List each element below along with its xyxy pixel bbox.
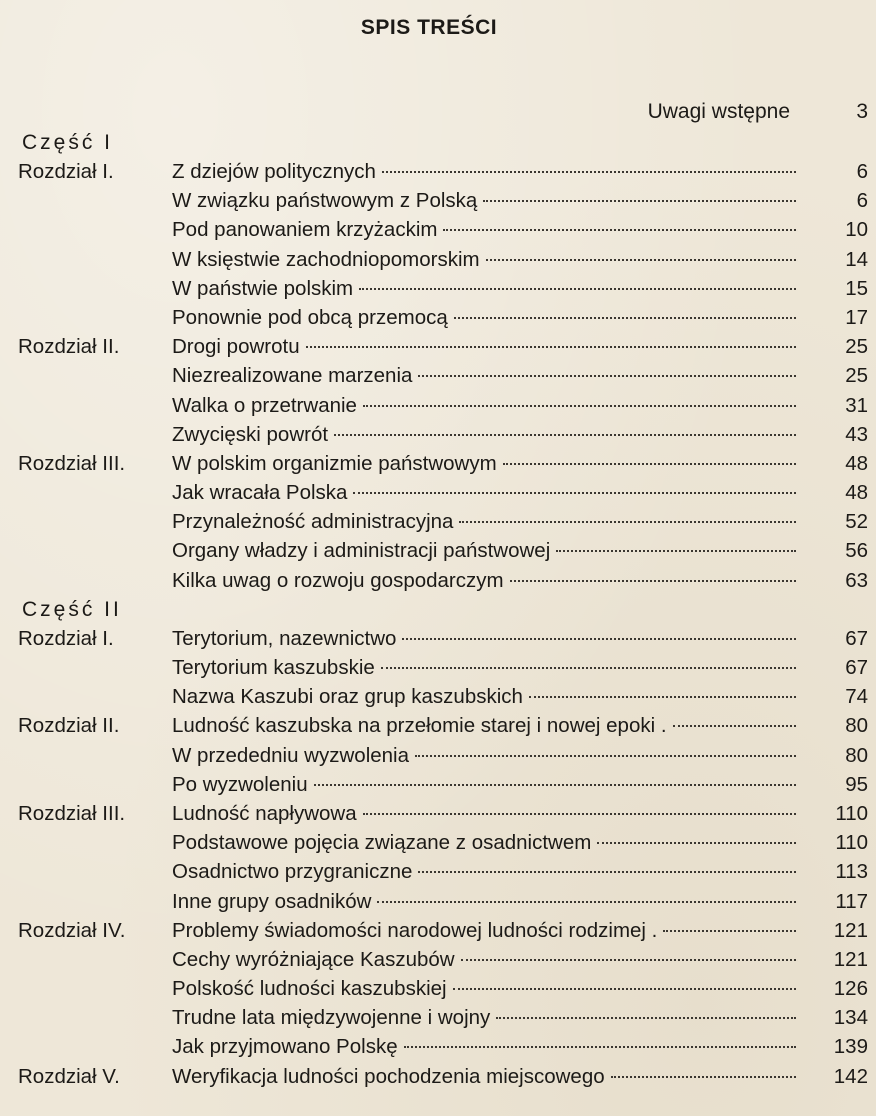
toc-row [0,916,876,945]
entry-link [172,770,796,799]
entry-title: W polskim organizmie państwowym [172,451,497,475]
dot-leader [306,346,796,348]
entry-link [172,974,796,1003]
entry-link [172,653,796,682]
entry-title: W związku państwowym z Polską [172,189,478,213]
entry-title: Ponownie pod obcą przemocą [172,305,448,329]
dot-leader [418,871,796,873]
page-number: 14 [845,247,868,271]
entry-title: Problemy świadomości narodowej ludności rodzimej . [172,918,658,942]
dot-leader [415,755,796,757]
toc-row [0,303,876,332]
entry-link [172,566,796,595]
entry-title: W państwie polskim [172,276,354,300]
toc-row [0,624,876,653]
entry-title: Jak wracała Polska [172,481,348,505]
entry-title: Niezrealizowane marzenia [172,364,413,388]
dot-leader [359,288,796,290]
toc-row [0,857,876,886]
entry-link [172,1003,796,1032]
toc-row [0,974,876,1003]
entry-link [172,799,796,828]
page-number: 139 [833,1035,868,1059]
page-number: 95 [845,772,868,796]
chapter-label: Rozdział III. [18,451,126,475]
entry-link [172,215,796,244]
dot-leader [404,1046,796,1048]
page-number: 25 [845,335,868,359]
page-number: 80 [845,743,868,767]
page-number: 80 [845,714,868,738]
entry-link [172,682,796,711]
dot-leader [363,813,796,815]
page-number: 48 [845,451,868,475]
toc-row [0,215,876,244]
entry-title: Nazwa Kaszubi oraz grup kaszubskich [172,685,523,709]
toc-row [0,711,876,740]
toc-row [0,536,876,565]
entry-title: Ludność napływowa [172,801,357,825]
dot-leader [483,200,796,202]
entry-title: Walka o przetrwanie [172,393,357,417]
entry-link [172,536,796,565]
entry-link [172,507,796,536]
toc-row [0,741,876,770]
entry-link [172,186,796,215]
dot-leader [663,930,796,932]
page-number: 110 [835,801,868,825]
entry-title: Podstawowe pojęcia związane z osadnictwem [172,831,592,855]
entry-title: Inne grupy osadników [172,889,372,913]
page-number: 31 [845,393,868,417]
dot-leader [418,375,796,377]
page-number: 142 [833,1064,868,1088]
dot-leader [334,434,796,436]
dot-leader [597,842,796,844]
entry-link [172,157,796,186]
toc-row [0,566,876,595]
page-number: 117 [835,889,868,913]
toc-row [0,449,876,478]
dot-leader [461,959,796,961]
entry-link [172,828,796,857]
page-number: 113 [835,860,868,884]
dot-leader [454,317,796,319]
dot-leader [377,901,796,903]
entry-link [172,245,796,274]
page-number: 6 [856,189,868,213]
page-number: 6 [856,160,868,183]
chapter-label: Rozdział I. [18,160,114,183]
chapter-label: Rozdział I. [18,626,114,650]
dot-leader [382,171,796,173]
entry-title: Z dziejów politycznych [172,160,376,183]
entry-link [172,857,796,886]
page-number: 48 [845,481,868,505]
entry-link [172,1032,796,1061]
entry-link [172,274,796,303]
toc-row [0,1003,876,1032]
entry-title: Pod panowaniem krzyżackim [172,218,438,242]
page-number: 25 [845,364,868,388]
page-number: 121 [833,947,868,971]
page-number: 52 [845,510,868,534]
page-number: 43 [845,422,868,446]
entry-title: Organy władzy i administracji państwowej [172,539,551,563]
entry-link [172,420,796,449]
entry-link [172,945,796,974]
entry-link [172,478,796,507]
entry-title: Polskość ludności kaszubskiej [172,977,447,1001]
chapter-label: Rozdział II. [18,714,120,738]
toc-row [0,420,876,449]
toc-row [0,828,876,857]
page-number: 63 [845,568,868,592]
dot-leader [453,988,796,990]
entry-title: Cechy wyróżniające Kaszubów [172,947,455,971]
entry-link [172,449,796,478]
entry-link [172,303,796,332]
page-number: 110 [835,831,868,855]
part-heading: Część II [22,597,122,621]
entry-link [172,711,796,740]
toc-row [0,799,876,828]
dot-leader [510,580,796,582]
toc-row [0,274,876,303]
dot-leader [673,725,796,727]
entry-link [172,916,796,945]
entry-title: W księstwie zachodniopomorskim [172,247,480,271]
dot-leader [486,259,796,261]
page-number: 126 [833,977,868,1001]
entry-title: Ludność kaszubska na przełomie starej i nowej epoki . [172,714,667,738]
toc-row [0,653,876,682]
entry-link [172,624,796,653]
page-number: 10 [845,218,868,242]
part-heading: Część I [22,131,114,154]
toc-row [0,945,876,974]
page-title: SPIS TREŚCI [360,16,498,39]
chapter-label: Rozdział V. [18,1064,120,1088]
chapter-label: Rozdział IV. [18,918,126,942]
dot-leader [503,463,796,465]
entry-title: Osadnictwo przygraniczne [172,860,413,884]
entry-title: Przynależność administracyjna [172,510,454,534]
chapter-label: Rozdział II. [18,335,120,359]
dot-leader [611,1076,796,1078]
entry-link [172,741,796,770]
toc-row [0,361,876,390]
toc-row [0,887,876,916]
toc-row [0,245,876,274]
toc-row [0,1062,876,1091]
toc-row [0,391,876,420]
dot-leader [314,784,796,786]
entry-link [172,391,796,420]
dot-leader [459,521,796,523]
page-number: 74 [845,685,868,709]
toc-row [0,186,876,215]
page-number: 67 [845,656,868,679]
entry-title: Po wyzwoleniu [172,772,308,796]
dot-leader [381,667,796,669]
toc-row [0,478,876,507]
page-number: 17 [845,305,868,329]
page-number: 67 [845,626,868,650]
page-number: 15 [845,276,868,300]
dot-leader [363,405,796,407]
entry-link [172,887,796,916]
entry-title: Drogi powrotu [172,335,300,359]
dot-leader [529,696,796,698]
entry-title: Terytorium kaszubskie [172,656,375,679]
page-number: 56 [845,539,868,563]
toc-row [0,1032,876,1061]
toc-row [0,682,876,711]
entry-link [172,1062,796,1091]
dot-leader [402,638,796,640]
intro-page: 3 [856,100,868,123]
entry-title: Weryfikacja ludności pochodzenia miejscowego [172,1064,605,1088]
intro-entry [0,100,876,126]
toc-row [0,157,876,186]
page-number: 121 [833,918,868,942]
chapter-label: Rozdział III. [18,801,126,825]
entry-link [172,332,796,361]
entry-title: Trudne lata międzywojenne i wojny [172,1006,491,1030]
entry-title: Jak przyjmowano Polskę [172,1035,398,1059]
dot-leader [556,550,796,552]
intro-title: Uwagi wstępne [647,100,790,123]
table-of-contents [0,128,876,1091]
toc-row [0,507,876,536]
dot-leader [443,229,796,231]
dot-leader [496,1017,796,1019]
entry-title: Zwycięski powrót [172,422,329,446]
dot-leader [353,492,796,494]
toc-row [0,332,876,361]
toc-row [0,770,876,799]
entry-title: Terytorium, nazewnictwo [172,626,397,650]
page-number: 134 [833,1006,868,1030]
entry-title: Kilka uwag o rozwoju gospodarczym [172,568,504,592]
entry-link [172,361,796,390]
entry-title: W przededniu wyzwolenia [172,743,410,767]
